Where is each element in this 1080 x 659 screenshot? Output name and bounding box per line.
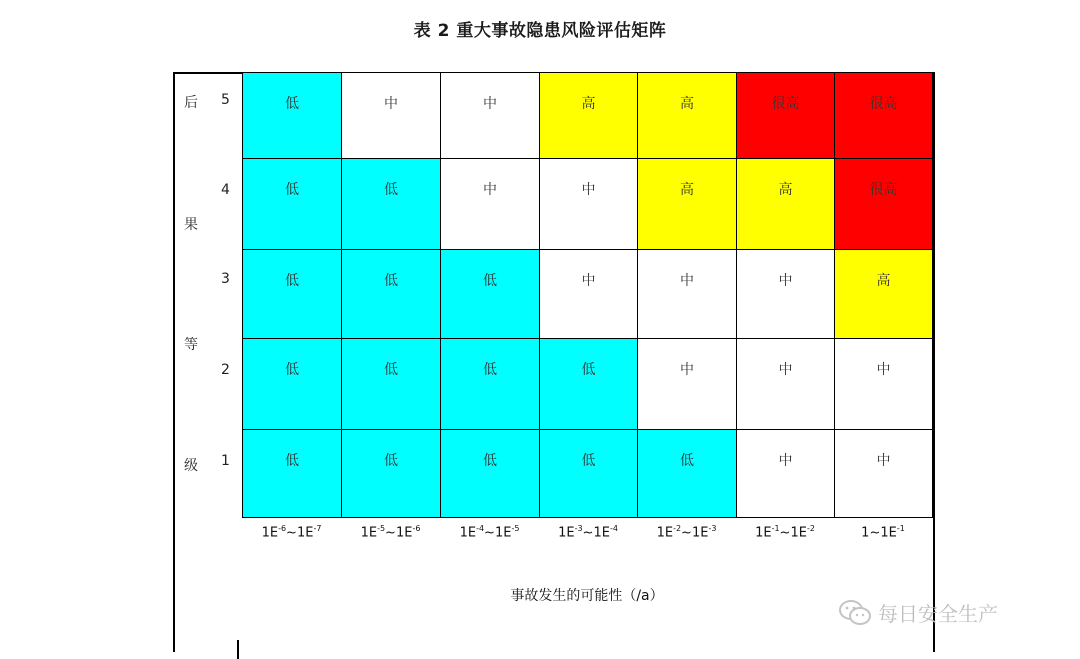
x-axis-label: 事故发生的可能性（/a） bbox=[510, 588, 664, 604]
x-tick-label: $1E^{-5}\sim 1E^{-6}$ bbox=[360, 524, 421, 541]
x-tick-label: $1\sim 1E^{-1}$ bbox=[861, 524, 905, 541]
level-1-label: 1 bbox=[221, 453, 230, 469]
matrix-cell: 很高 bbox=[835, 159, 933, 250]
matrix-cell: 高 bbox=[638, 159, 737, 250]
y-axis-label-char: 等 bbox=[184, 337, 198, 353]
matrix-cell: 中 bbox=[737, 430, 835, 518]
matrix-cell: 中 bbox=[638, 339, 737, 430]
x-tick-label: $1E^{-6}\sim 1E^{-7}$ bbox=[261, 524, 322, 541]
risk-matrix-grid bbox=[242, 72, 933, 518]
matrix-cell: 低 bbox=[243, 250, 342, 339]
matrix-cell: 高 bbox=[638, 73, 737, 159]
y-axis-label-char: 果 bbox=[184, 217, 198, 233]
level-3-label: 3 bbox=[221, 271, 230, 287]
level-5-label: 5 bbox=[221, 92, 230, 108]
matrix-cell: 低 bbox=[342, 159, 441, 250]
y-axis-label-char: 级 bbox=[184, 458, 198, 474]
matrix-cell: 中 bbox=[737, 339, 835, 430]
matrix-cell: 低 bbox=[441, 250, 540, 339]
x-tick-label: $1E^{-3}\sim 1E^{-4}$ bbox=[558, 524, 618, 541]
matrix-cell: 低 bbox=[243, 339, 342, 430]
matrix-cell: 低 bbox=[342, 339, 441, 430]
matrix-cell: 低 bbox=[540, 339, 638, 430]
matrix-cell: 中 bbox=[441, 73, 540, 159]
matrix-cell: 低 bbox=[342, 430, 441, 518]
x-axis-ticks bbox=[242, 524, 932, 540]
matrix-cell: 中 bbox=[835, 339, 933, 430]
level-4-label: 4 bbox=[221, 182, 230, 198]
matrix-cell: 中 bbox=[540, 250, 638, 339]
matrix-cell: 中 bbox=[342, 73, 441, 159]
matrix-cell: 中 bbox=[835, 430, 933, 518]
matrix-cell: 很高 bbox=[737, 73, 835, 159]
y-axis-label-char: 后 bbox=[184, 95, 198, 111]
matrix-cell: 低 bbox=[243, 159, 342, 250]
matrix-cell: 中 bbox=[638, 250, 737, 339]
matrix-cell: 低 bbox=[243, 73, 342, 159]
matrix-cell: 高 bbox=[835, 250, 933, 339]
watermark-text: 每日安全生产 bbox=[878, 602, 998, 626]
matrix-cell: 低 bbox=[441, 339, 540, 430]
watermark bbox=[838, 598, 998, 627]
matrix-cell: 低 bbox=[342, 250, 441, 339]
level-2-label: 2 bbox=[221, 362, 230, 378]
matrix-cell: 中 bbox=[540, 159, 638, 250]
matrix-cell: 中 bbox=[441, 159, 540, 250]
matrix-cell: 很高 bbox=[835, 73, 933, 159]
x-tick-label: $1E^{-1}\sim 1E^{-2}$ bbox=[755, 524, 815, 541]
matrix-cell: 低 bbox=[540, 430, 638, 518]
frame-bottom-tick bbox=[237, 640, 239, 659]
matrix-cell: 高 bbox=[540, 73, 638, 159]
wechat-icon bbox=[838, 599, 872, 627]
matrix-cell: 低 bbox=[243, 430, 342, 518]
matrix-cell: 低 bbox=[638, 430, 737, 518]
matrix-cell: 高 bbox=[737, 159, 835, 250]
x-tick-label: $1E^{-4}\sim 1E^{-5}$ bbox=[459, 524, 520, 541]
matrix-cell: 中 bbox=[737, 250, 835, 339]
table-title: 表 2 重大事故隐患风险评估矩阵 bbox=[413, 21, 667, 41]
matrix-cell: 低 bbox=[441, 430, 540, 518]
x-tick-label: $1E^{-2}\sim 1E^{-3}$ bbox=[656, 524, 717, 541]
